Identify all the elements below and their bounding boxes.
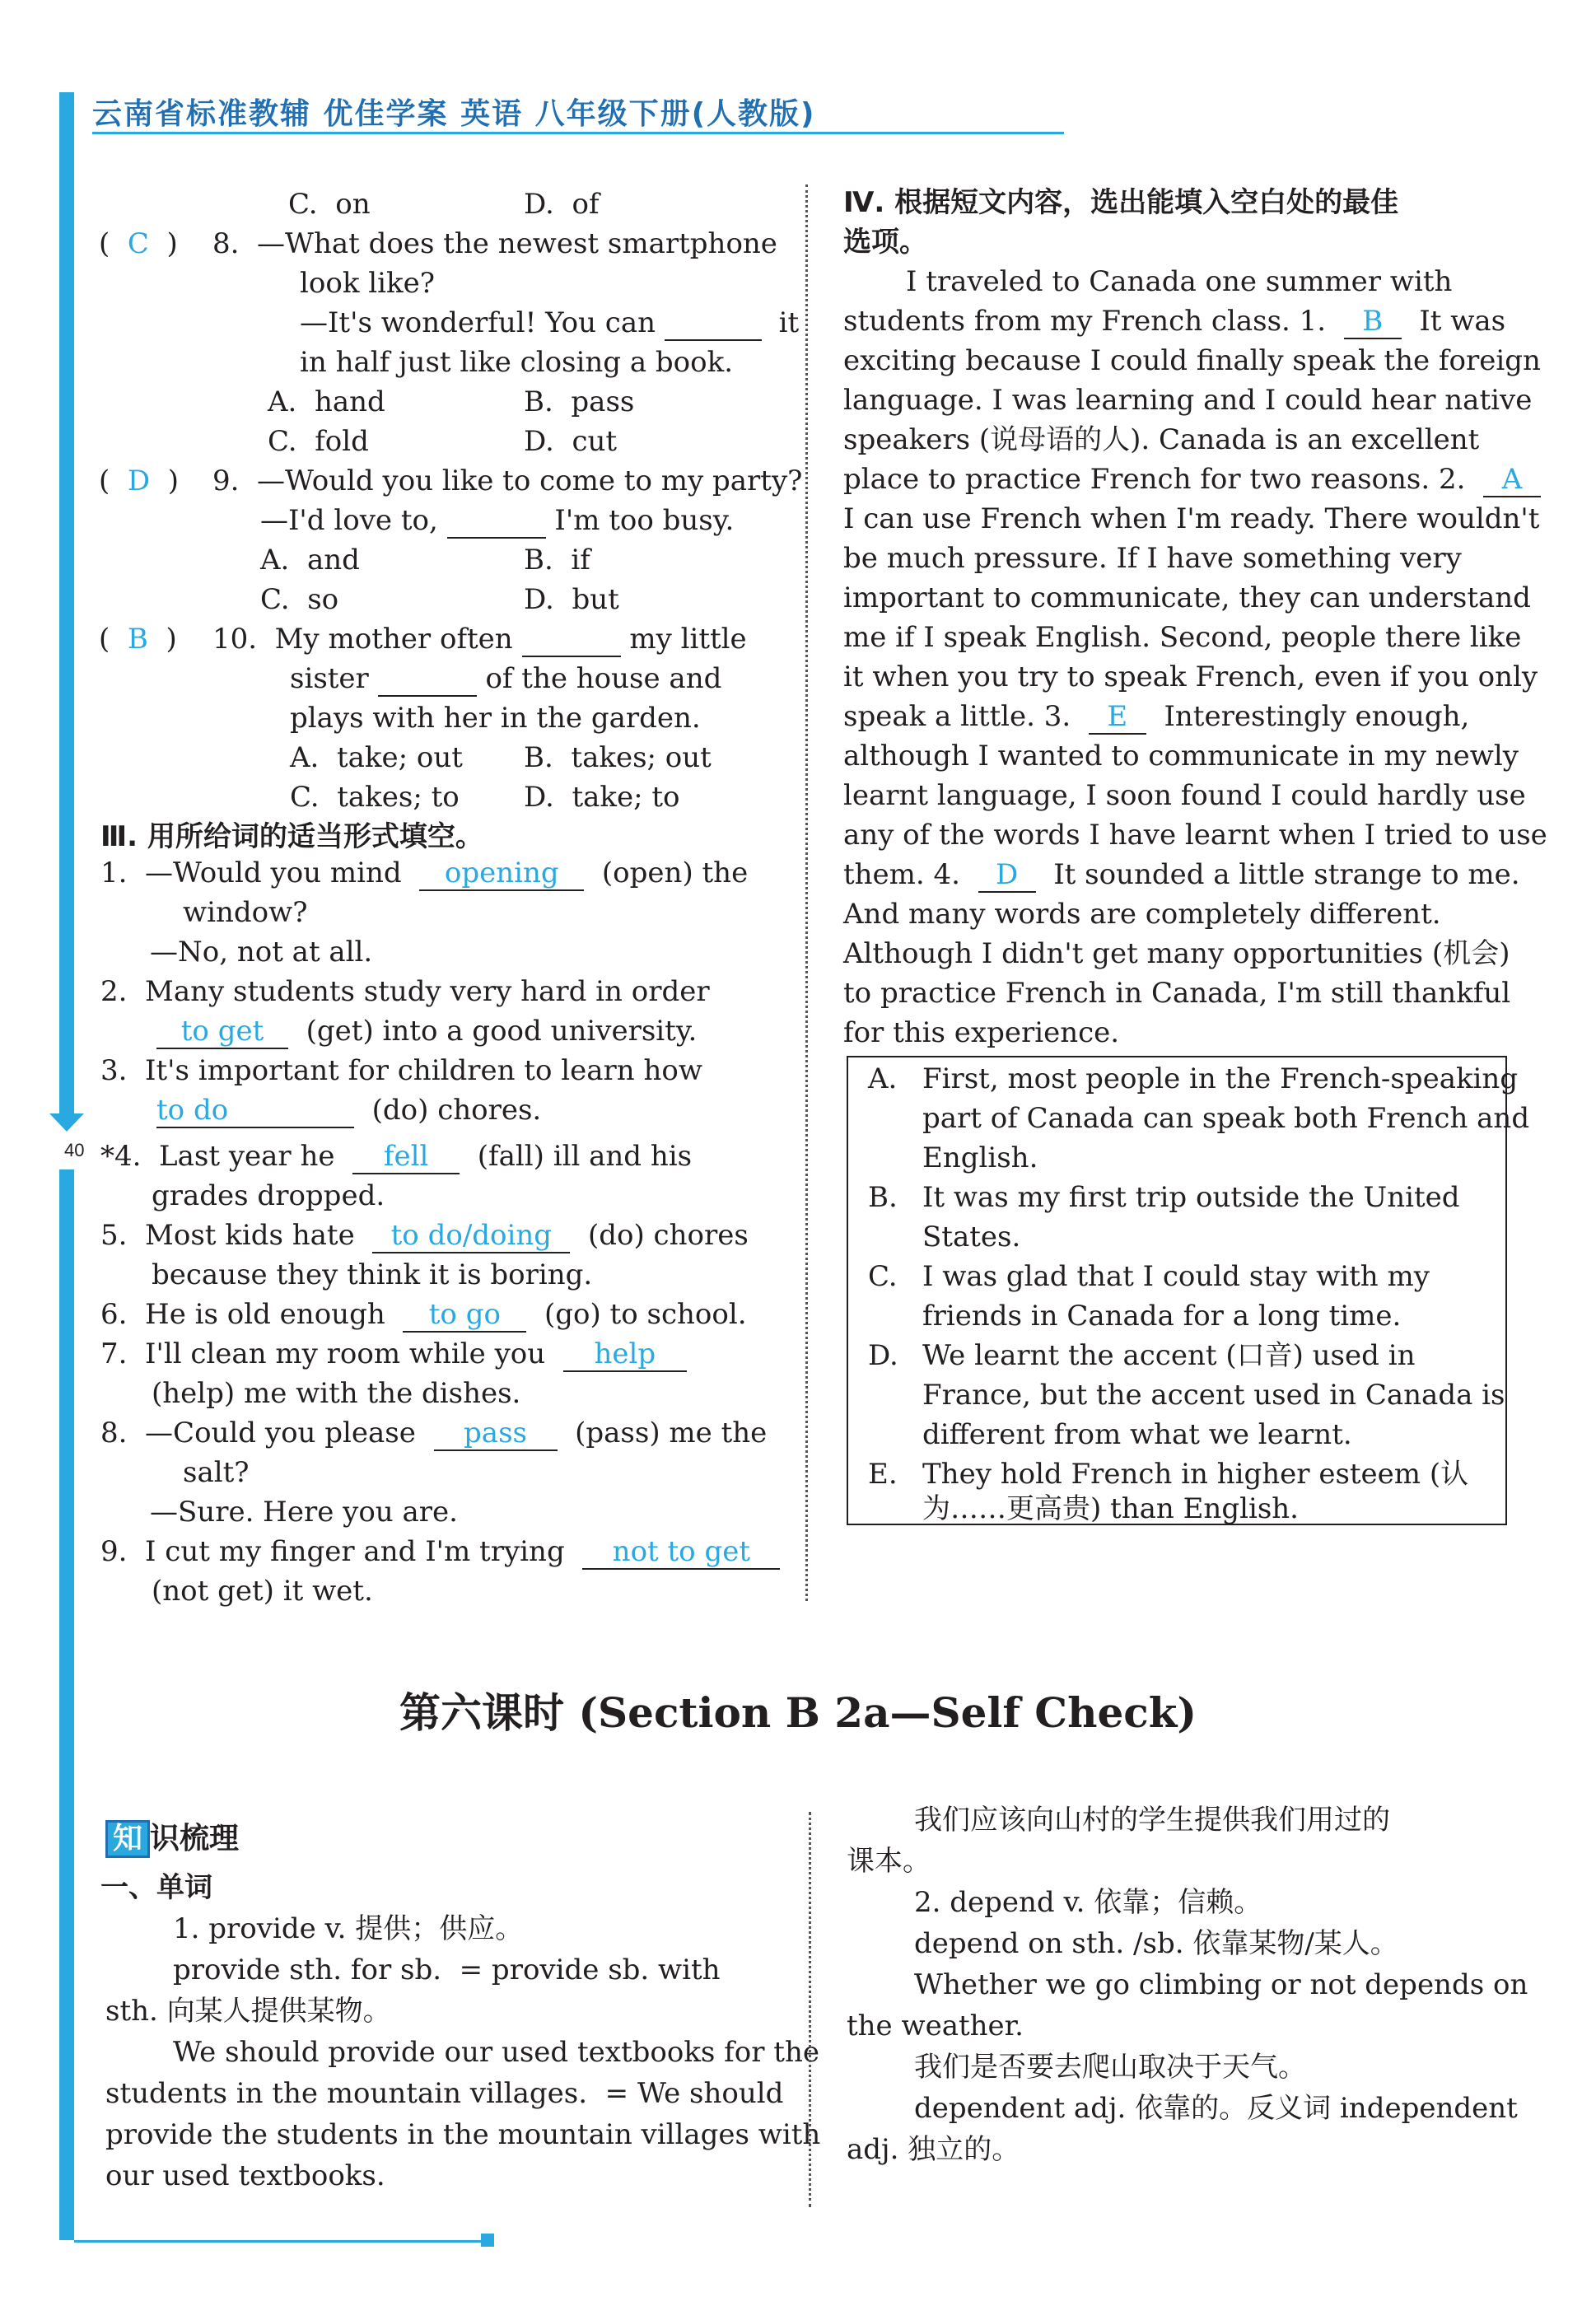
passage-line: I can use French when I'm ready. There wouldn't: [843, 502, 1540, 535]
q10-option-d: D. take; to: [524, 781, 680, 814]
q10-line: sister of the house and: [290, 662, 722, 695]
passage-line: Although I didn't get many opportunities (机会): [843, 937, 1510, 970]
page-marker-icon: [49, 1113, 84, 1132]
note-line: 2. depend v. 依靠；信赖。: [914, 1886, 1262, 1919]
fill-item-9: 9. I cut my finger and I'm trying not to get: [100, 1535, 780, 1570]
page-number: 40: [64, 1140, 85, 1160]
option-c-text: friends in Canada for a long time.: [922, 1300, 1402, 1333]
note-line: sth. 向某人提供某物。: [105, 1995, 391, 2028]
option-a-text: part of Canada can speak both French and: [922, 1102, 1530, 1135]
q8-option-b: B. pass: [524, 385, 635, 418]
passage-line: important to communicate, they can understand: [843, 581, 1531, 614]
fill-item-8: 8. —Could you please pass (pass) me the: [100, 1417, 768, 1449]
fill-item-1-cont: window?: [183, 896, 308, 929]
option-c-text: I was glad that I could stay with my: [922, 1260, 1430, 1293]
note-line: our used textbooks.: [105, 2159, 385, 2192]
q9-option-d: D. but: [524, 583, 619, 616]
q7-option-c: C. on: [288, 188, 371, 221]
option-d-label: D.: [868, 1339, 898, 1372]
q8-option-a: A. hand: [268, 385, 385, 418]
passage-line: speak a little. 3. E Interestingly enough,: [843, 700, 1470, 733]
note-line: Whether we go climbing or not depends on: [914, 1968, 1528, 2001]
passage-line: place to practice French for two reasons. 2. A: [843, 463, 1541, 497]
fill-item-5-cont: because they think it is boring.: [152, 1258, 593, 1291]
fill-item-2: 2. Many students study very hard in order: [100, 975, 710, 1008]
fill-item-4: *4. Last year he fell (fall) ill and his: [100, 1140, 693, 1173]
note-line: dependent adj. 依靠的。反义词 independent: [914, 2092, 1518, 2125]
q10-option-c: C. takes; to: [290, 781, 460, 814]
left-margin-bar: [59, 92, 74, 1113]
note-line: We should provide our used textbooks for the: [173, 2036, 819, 2069]
q10-stem: 10. My mother often my little: [212, 623, 747, 656]
passage-line: any of the words I have learnt when I tried to use: [843, 819, 1547, 852]
passage-line: to practice French in Canada, I'm still thankful: [843, 977, 1511, 1010]
q9-option-b: B. if: [524, 544, 590, 576]
option-a-label: A.: [868, 1062, 898, 1095]
q8-answer: ( C ): [99, 227, 178, 260]
q10-option-b: B. takes; out: [524, 741, 712, 774]
column-divider: [805, 184, 808, 1601]
q9-option-a: A. and: [260, 544, 360, 576]
lesson-title: 第六课时 (Section B 2a—Self Check): [399, 1688, 1197, 1737]
option-e-text: 为……更高贵) than English.: [922, 1492, 1299, 1525]
fill-item-5: 5. Most kids hate to do/doing (do) chores: [100, 1219, 749, 1252]
lower-column-divider: [809, 1812, 811, 2207]
header-rule: [92, 132, 1064, 134]
note-line: provide sth. for sb. = provide sb. with: [173, 1954, 721, 1986]
note-line: adj. 独立的。: [847, 2133, 1020, 2166]
q9-stem: 9. —Would you like to come to my party?: [212, 464, 803, 497]
fill-item-1-cont: —No, not at all.: [150, 936, 373, 969]
passage-line: be much pressure. If I have something very: [843, 542, 1462, 575]
option-d-text: France, but the accent used in Canada is: [922, 1379, 1505, 1412]
fill-item-1: 1. —Would you mind opening (open) the: [100, 857, 749, 889]
passage-line: language. I was learning and I could hear native: [843, 384, 1533, 417]
option-c-label: C.: [868, 1260, 898, 1293]
fill-item-3: 3. It's important for children to learn how: [100, 1054, 702, 1087]
option-a-text: First, most people in the French-speaking: [922, 1062, 1519, 1095]
q9-option-c: C. so: [260, 583, 339, 616]
section-4-title: Ⅳ. 根据短文内容，选出能填入空白处的最佳: [843, 186, 1399, 219]
fill-item-6: 6. He is old enough to go (go) to school.: [100, 1298, 747, 1331]
note-line: depend on sth. /sb. 依靠某物/某人。: [914, 1927, 1398, 1960]
option-e-text: They hold French in higher esteem (认: [922, 1458, 1469, 1491]
q10-line: plays with her in the garden.: [290, 702, 701, 735]
note-line: students in the mountain villages. = We should: [105, 2077, 784, 2110]
option-a-text: English.: [922, 1141, 1038, 1174]
option-b-label: B.: [868, 1181, 898, 1214]
passage-line: speakers (说母语的人). Canada is an excellent: [843, 423, 1480, 456]
passage-line: students from my French class. 1. B It was: [843, 305, 1506, 338]
passage-line: I traveled to Canada one summer with: [906, 265, 1453, 298]
passage-line: although I wanted to communicate in my newly: [843, 740, 1519, 773]
fill-item-4-cont: grades dropped.: [152, 1179, 385, 1212]
passage-line: And many words are completely different.: [843, 898, 1441, 931]
passage-line: it when you try to speak French, even if you only: [843, 661, 1538, 693]
option-b-text: States.: [922, 1221, 1021, 1253]
q10-option-a: A. take; out: [290, 741, 463, 774]
q8-option-d: D. cut: [524, 425, 618, 458]
fill-item-7: 7. I'll clean my room while you help: [100, 1337, 687, 1372]
q9-answer: ( D ): [99, 464, 180, 497]
section-3-title: Ⅲ. 用所给词的适当形式填空。: [100, 820, 483, 853]
fill-item-2-cont: to get (get) into a good university.: [156, 1015, 697, 1049]
option-d-text: different from what we learnt.: [922, 1418, 1352, 1451]
note-line: the weather.: [847, 2010, 1024, 2042]
fill-item-9-cont: (not get) it wet.: [152, 1575, 373, 1608]
q9-line: —I'd love to, I'm too busy.: [260, 504, 735, 537]
passage-line: learnt language, I soon found I could hardly use: [843, 779, 1526, 812]
footer-marker: [481, 2234, 494, 2247]
fill-item-8-cont: salt?: [183, 1456, 250, 1489]
passage-line: for this experience.: [843, 1016, 1120, 1049]
note-line: 课本。: [847, 1845, 931, 1878]
q8-line: in half just like closing a book.: [300, 346, 734, 379]
q8-stem: 8. —What does the newest smartphone: [212, 227, 777, 260]
note-line: provide the students in the mountain villages with: [105, 2118, 821, 2151]
q8-option-c: C. fold: [268, 425, 369, 458]
passage-line: exciting because I could finally speak the foreign: [843, 344, 1541, 377]
subheading-words: 一、单词: [100, 1871, 212, 1904]
q8-line: —It's wonderful! You can it: [300, 306, 800, 339]
note-line: 我们是否要去爬山取决于天气。: [914, 2051, 1306, 2084]
option-b-text: It was my first trip outside the United: [922, 1181, 1460, 1214]
knowledge-heading: 知 识梳理: [105, 1820, 239, 1858]
q10-answer: ( B ): [99, 623, 177, 656]
footer-rule: [74, 2240, 486, 2243]
q8-line: look like?: [300, 267, 435, 300]
passage-line: me if I speak English. Second, people there like: [843, 621, 1522, 654]
fill-item-8-cont: —Sure. Here you are.: [150, 1496, 458, 1529]
passage-line: them. 4. D It sounded a little strange to me.: [843, 858, 1520, 891]
option-d-text: We learnt the accent (口音) used in: [922, 1339, 1416, 1372]
fill-item-7-cont: (help) me with the dishes.: [152, 1377, 521, 1410]
fill-item-3-cont: to do (do) chores.: [156, 1094, 542, 1127]
zhi-badge: 知: [105, 1820, 150, 1858]
section-4-title-cont: 选项。: [843, 226, 927, 259]
note-line: 我们应该向山村的学生提供我们用过的: [914, 1804, 1390, 1837]
option-e-label: E.: [868, 1458, 898, 1491]
book-title: 云南省标准教辅 优佳学案 英语 八年级下册(人教版): [92, 97, 816, 131]
note-line: 1. provide v. 提供；供应。: [173, 1912, 524, 1945]
q7-option-d: D. of: [524, 188, 600, 221]
